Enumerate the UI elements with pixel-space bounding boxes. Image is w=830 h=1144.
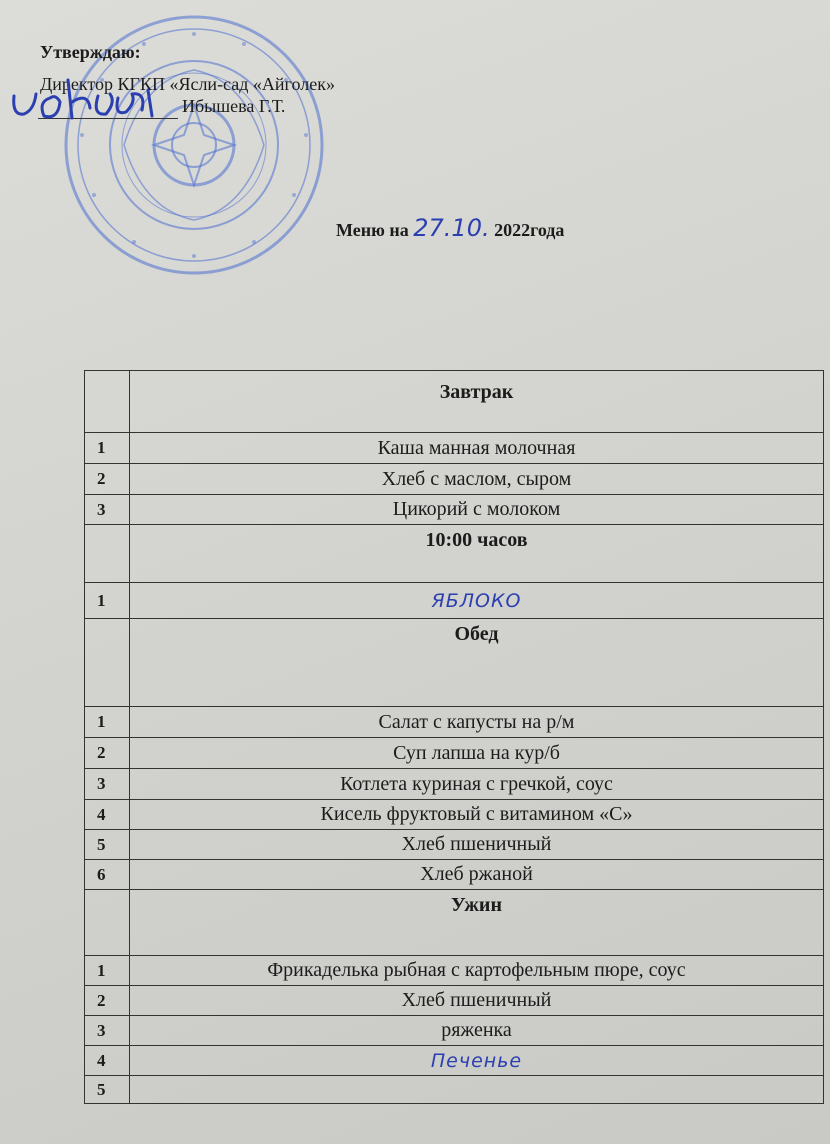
- dish-name: Цикорий с молоком: [130, 495, 824, 525]
- item-number: 4: [85, 800, 130, 830]
- dish-name: Хлеб пшеничный: [130, 830, 824, 860]
- dish-name: Суп лапша на кур/б: [130, 738, 824, 769]
- dish-name: ряженка: [130, 1016, 824, 1046]
- menu-row: [85, 986, 824, 1016]
- item-number: 2: [85, 738, 130, 769]
- section-header-lunch: [85, 619, 824, 707]
- menu-row: [85, 464, 824, 495]
- menu-row: [85, 800, 824, 830]
- dish-name: Каша манная молочная: [130, 433, 824, 464]
- item-number: 3: [85, 769, 130, 800]
- menu-date-handwritten: 27.10.: [413, 214, 490, 242]
- menu-row: [85, 1046, 824, 1076]
- item-number: 3: [85, 495, 130, 525]
- item-number: 5: [85, 830, 130, 860]
- dish-name-handwritten: ЯБЛОКО: [130, 583, 824, 619]
- section-header-snack: [85, 525, 824, 583]
- item-number: 3: [85, 1016, 130, 1046]
- dish-name: [130, 1076, 824, 1104]
- menu-row: [85, 1016, 824, 1046]
- section-title: 10:00 часов: [130, 525, 824, 583]
- item-number: 5: [85, 1076, 130, 1104]
- menu-row: [85, 433, 824, 464]
- dish-name: Хлеб пшеничный: [130, 986, 824, 1016]
- section-title: Обед: [130, 619, 824, 707]
- dish-name: Кисель фруктовый с витамином «С»: [130, 800, 824, 830]
- menu-row: [85, 583, 824, 619]
- item-number: 2: [85, 986, 130, 1016]
- dish-name: Хлеб ржаной: [130, 860, 824, 890]
- item-number: 1: [85, 583, 130, 619]
- dish-name: Хлеб с маслом, сыром: [130, 464, 824, 495]
- menu-title-prefix: Меню на: [336, 220, 409, 240]
- menu-row: [85, 769, 824, 800]
- menu-row: [85, 1076, 824, 1104]
- menu-row: [85, 956, 824, 986]
- item-number: 1: [85, 707, 130, 738]
- handwritten-signature: [6, 72, 206, 142]
- item-number: 1: [85, 433, 130, 464]
- item-number: 2: [85, 464, 130, 495]
- menu-row: [85, 738, 824, 769]
- item-number: 6: [85, 860, 130, 890]
- menu-title-year: 2022года: [494, 220, 565, 240]
- menu-row: [85, 707, 824, 738]
- item-number: 1: [85, 956, 130, 986]
- dish-name: Фрикаделька рыбная с картофельным пюре, соус: [130, 956, 824, 986]
- dish-name: Котлета куриная с гречкой, соус: [130, 769, 824, 800]
- director-line: Директор КГКП «Ясли-сад «Айголек»: [40, 74, 335, 94]
- section-header-dinner: [85, 890, 824, 956]
- menu-row: [85, 495, 824, 525]
- menu-row: [85, 860, 824, 890]
- dish-name: Салат с капусты на р/м: [130, 707, 824, 738]
- section-title: Завтрак: [130, 371, 824, 433]
- director-name: Ибышева Г.Т.: [182, 96, 286, 116]
- menu-title: [336, 214, 564, 242]
- approve-label: Утверждаю:: [40, 42, 141, 62]
- menu-row: [85, 830, 824, 860]
- dish-name-handwritten: Печенье: [130, 1046, 824, 1076]
- item-number: 4: [85, 1046, 130, 1076]
- section-header-breakfast: [85, 371, 824, 433]
- menu-table: [84, 370, 824, 1104]
- section-title: Ужин: [130, 890, 824, 956]
